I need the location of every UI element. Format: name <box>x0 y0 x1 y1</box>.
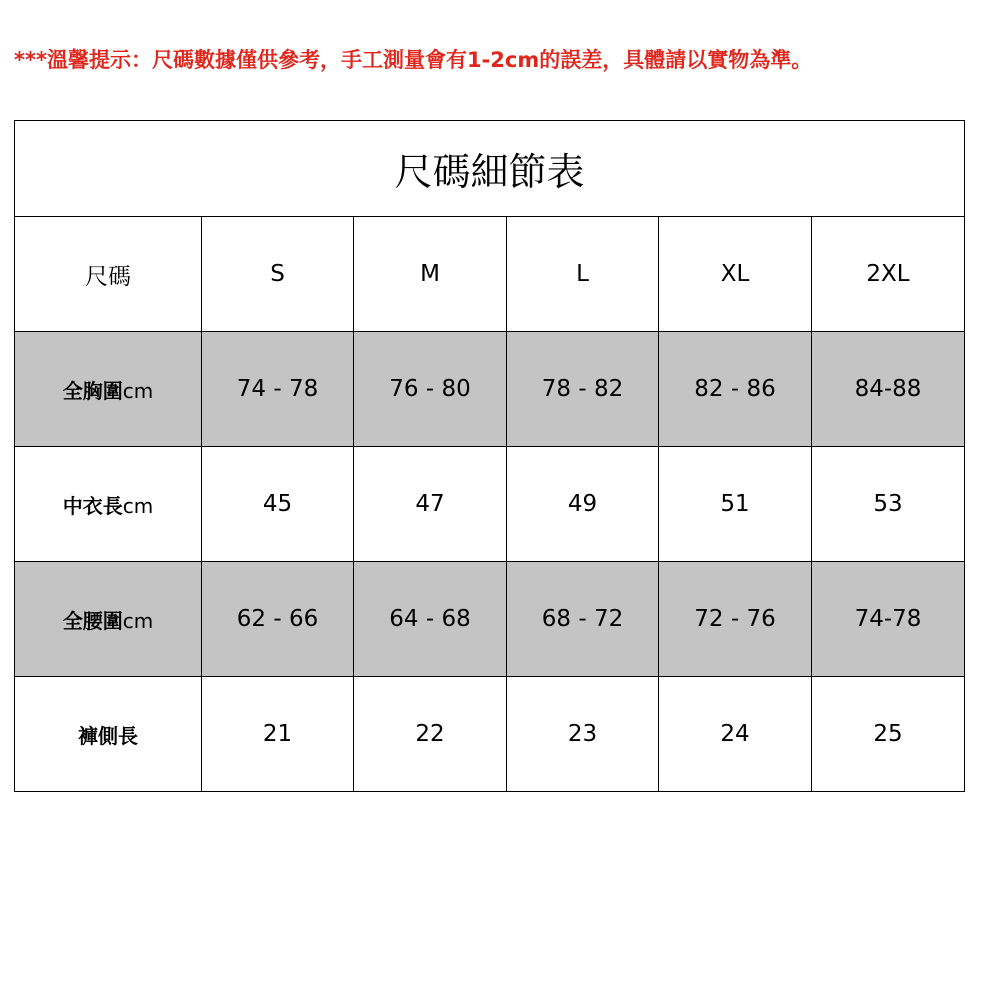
table-cell: 24 <box>659 677 812 792</box>
header-size-m: M <box>354 217 507 332</box>
table-cell: 84-88 <box>812 332 965 447</box>
table-cell: 22 <box>354 677 507 792</box>
table-cell: 76 - 80 <box>354 332 507 447</box>
table-title: 尺碼細節表 <box>15 121 965 217</box>
table-cell: 72 - 76 <box>659 562 812 677</box>
header-size-l: L <box>507 217 659 332</box>
table-row-waist <box>15 562 965 677</box>
row-label-chest <box>15 332 202 447</box>
table-cell: 45 <box>202 447 354 562</box>
row-label-pants-side <box>15 677 202 792</box>
row-label-text: 全腰圍 <box>62 608 123 633</box>
table-cell: 51 <box>659 447 812 562</box>
table-row-chest <box>15 332 965 447</box>
table-cell: 68 - 72 <box>507 562 659 677</box>
table-row-pants-side <box>15 677 965 792</box>
row-label-unit: cm <box>122 608 154 633</box>
table-cell: 82 - 86 <box>659 332 812 447</box>
table-cell: 62 - 66 <box>202 562 354 677</box>
size-chart-table <box>14 120 965 792</box>
table-cell: 23 <box>507 677 659 792</box>
table-title-row <box>15 121 965 217</box>
row-label-waist <box>15 562 202 677</box>
table-cell: 74 - 78 <box>202 332 354 447</box>
row-label-text: 全胸圍 <box>62 378 123 403</box>
row-label-text: 中衣長 <box>62 493 123 518</box>
table-cell: 21 <box>202 677 354 792</box>
table-row-length <box>15 447 965 562</box>
table-cell: 53 <box>812 447 965 562</box>
table-cell: 78 - 82 <box>507 332 659 447</box>
header-size-label: 尺碼 <box>15 217 202 332</box>
header-size-2xl: 2XL <box>812 217 965 332</box>
table-cell: 49 <box>507 447 659 562</box>
table-cell: 25 <box>812 677 965 792</box>
table-cell: 64 - 68 <box>354 562 507 677</box>
row-label-length <box>15 447 202 562</box>
row-label-text: 褲側長 <box>78 723 138 748</box>
row-label-unit: cm <box>122 493 154 518</box>
header-size-xl: XL <box>659 217 812 332</box>
table-header-row <box>15 217 965 332</box>
table-cell: 74-78 <box>812 562 965 677</box>
header-size-s: S <box>202 217 354 332</box>
measurement-notice: ***溫馨提示：尺碼數據僅供參考，手工測量會有1-2cm的誤差，具體請以實物為準。 <box>14 48 813 72</box>
row-label-unit: cm <box>122 378 154 403</box>
table-cell: 47 <box>354 447 507 562</box>
